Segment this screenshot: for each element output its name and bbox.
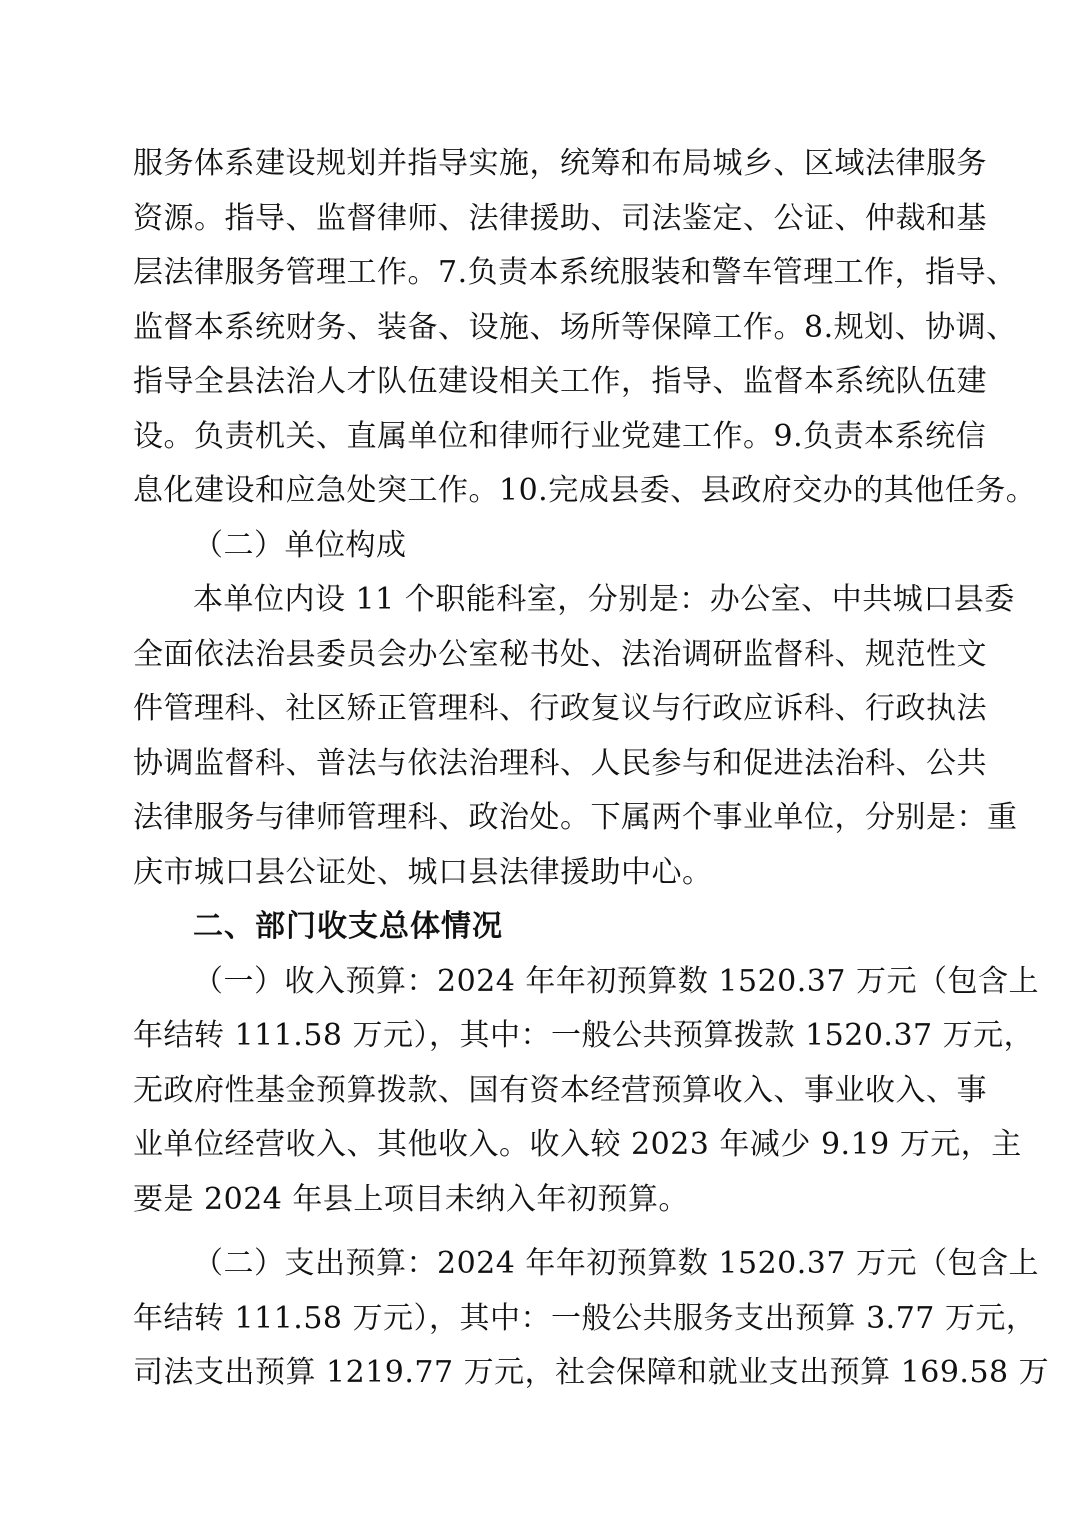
text-line: 资源。指导、监督律师、法律援助、司法鉴定、公证、仲裁和基 [133,200,987,236]
text-line: 层法律服务管理工作。7.负责本系统服装和警车管理工作，指导、 [133,255,1017,290]
text-line: 要是 2024 年县上项目未纳入年初预算。 [133,1181,689,1217]
text-line: 服务体系建设规划并指导实施，统筹和布局城乡、区域法律服务 [133,146,987,181]
text-line: 息化建设和应急处突工作。10.完成县委、县政府交办的其他任务。 [133,473,1037,508]
text-line: 件管理科、社区矫正管理科、行政复议与行政应诉科、行政执法 [133,691,987,726]
text-line: （二）支出预算：2024 年年初预算数 1520.37 万元（包含上 [193,1246,1040,1281]
subheading-unit-composition: （二）单位构成 [193,527,407,563]
text-line: （一）收入预算：2024 年年初预算数 1520.37 万元（包含上 [193,963,1040,999]
paragraph-duties [133,137,1037,519]
section-heading-budget-overview: 二、部门收支总体情况 [193,909,503,944]
text-line: 司法支出预算 1219.77 万元，社会保障和就业支出预算 169.58 万 [133,1355,1050,1390]
text-line: 业单位经营收入、其他收入。收入较 2023 年减少 9.19 万元，主 [133,1127,1022,1162]
text-line: 监督本系统财务、装备、设施、场所等保障工作。8.规划、协调、 [133,309,1017,345]
text-line: 法律服务与律师管理科、政治处。下属两个事业单位，分别是：重 [133,800,1018,835]
text-line: 庆市城口县公证处、城口县法律援助中心。 [133,854,713,890]
text-line: 全面依法治县委员会办公室秘书处、法治调研监督科、规范性文 [133,636,987,672]
text-line: 协调监督科、普法与依法治理科、人民参与和促进法治科、公共 [133,745,987,781]
text-line: 本单位内设 11 个职能科室，分别是：办公室、中共城口县委 [193,582,1015,617]
text-line: 设。负责机关、直属单位和律师行业党建工作。9.负责本系统信 [133,418,987,454]
paragraph-expenditure-budget [133,1237,1050,1401]
document-body [133,137,1050,1401]
text-line: 年结转 111.58 万元），其中：一般公共服务支出预算 3.77 万元， [133,1300,1037,1336]
paragraph-income-budget [133,955,1040,1228]
text-line: 年结转 111.58 万元），其中：一般公共预算拨款 1520.37 万元， [133,1018,1035,1053]
text-line: 无政府性基金预算拨款、国有资本经营预算收入、事业收入、事 [133,1072,987,1108]
paragraph-unit-composition [133,573,1018,900]
text-line: 指导全县法治人才队伍建设相关工作，指导、监督本系统队伍建 [133,364,987,399]
